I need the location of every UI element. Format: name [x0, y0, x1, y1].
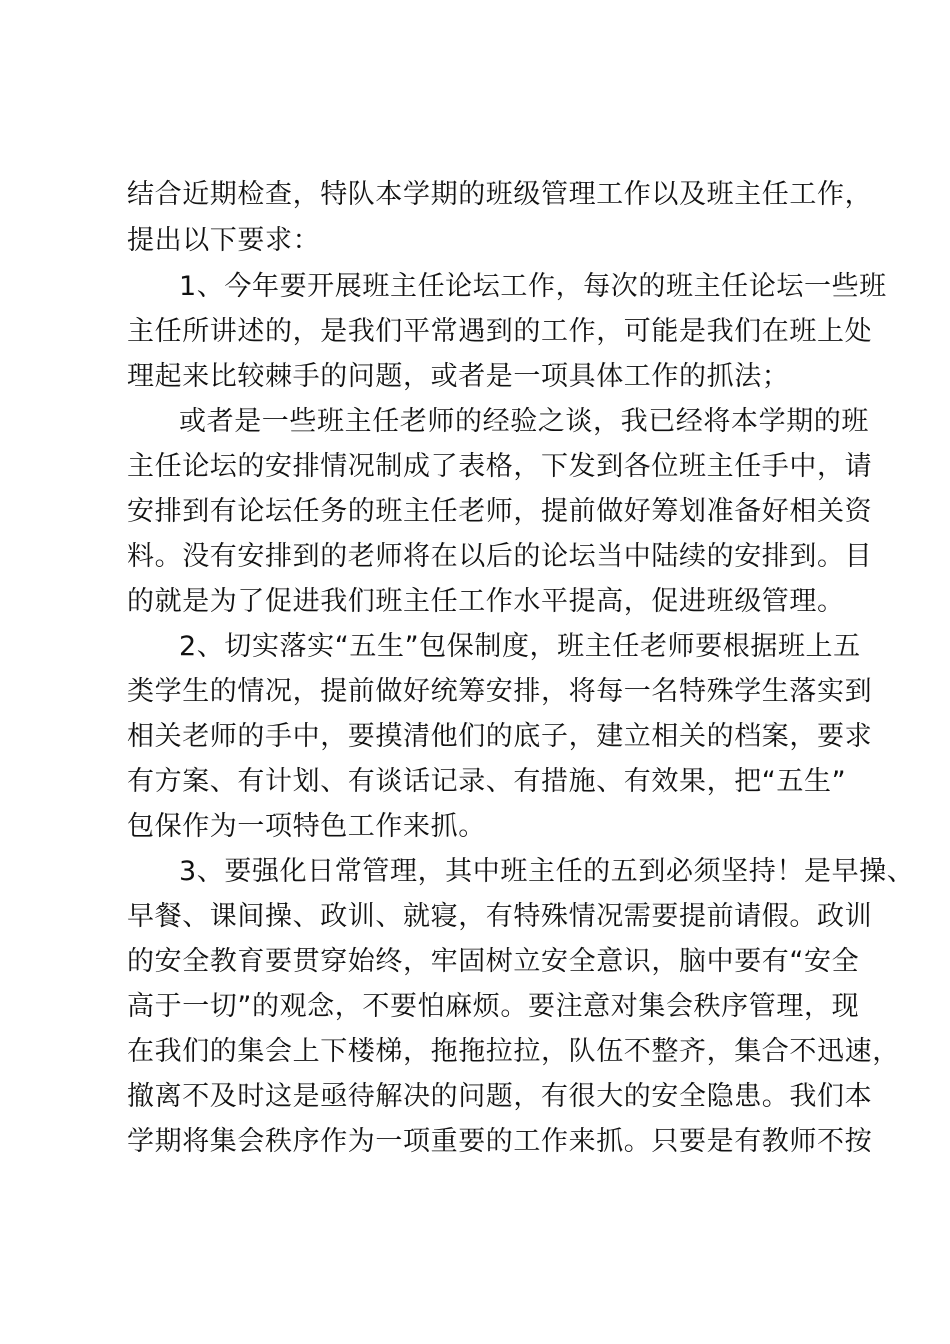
- text-line: 学期将集会秩序作为一项重要的工作来抓。只要是有教师不按: [127, 1126, 873, 1157]
- text-line: 有方案、有计划、有谈话记录、有措施、有效果，把“五生”: [127, 766, 847, 797]
- text-line: 包保作为一项特色工作来抓。: [127, 811, 486, 842]
- text-line: 3、要强化日常管理，其中班主任的五到必须坚持！是早操、: [179, 856, 915, 887]
- text-line: 相关老师的手中，要摸清他们的底子，建立相关的档案，要求: [127, 721, 873, 752]
- text-line: 1、今年要开展班主任论坛工作，每次的班主任论坛一些班: [179, 271, 887, 302]
- text-line: 的安全教育要贯穿始终，牢固树立安全意识，脑中要有“安全: [127, 946, 860, 977]
- text-line: 料。没有安排到的老师将在以后的论坛当中陆续的安排到。目: [127, 541, 873, 572]
- text-line: 结合近期检查，特队本学期的班级管理工作以及班主任工作，: [127, 179, 873, 210]
- text-line: 类学生的情况，提前做好统筹安排，将每一名特殊学生落实到: [127, 676, 873, 707]
- text-line: 撤离不及时这是亟待解决的问题，有很大的安全隐患。我们本: [127, 1081, 873, 1112]
- text-line: 2、切实落实“五生”包保制度，班主任老师要根据班上五: [179, 631, 861, 662]
- text-line: 早餐、课间操、政训、就寝，有特殊情况需要提前请假。政训: [127, 901, 873, 932]
- text-line: 主任论坛的安排情况制成了表格，下发到各位班主任手中，请: [127, 451, 873, 482]
- text-line: 或者是一些班主任老师的经验之谈，我已经将本学期的班: [179, 406, 869, 437]
- text-line: 的就是为了促进我们班主任工作水平提高，促进班级管理。: [127, 586, 845, 617]
- text-line: 高于一切”的观念，不要怕麻烦。要注意对集会秩序管理，现: [127, 991, 860, 1022]
- text-line: 主任所讲述的，是我们平常遇到的工作，可能是我们在班上处: [127, 316, 873, 347]
- text-line: 理起来比较棘手的问题，或者是一项具体工作的抓法；: [127, 361, 790, 392]
- text-line: 在我们的集会上下楼梯，拖拖拉拉，队伍不整齐，集合不迅速，: [127, 1036, 900, 1067]
- text-line: 安排到有论坛任务的班主任老师，提前做好筹划准备好相关资: [127, 496, 873, 527]
- text-line: 提出以下要求：: [127, 225, 321, 256]
